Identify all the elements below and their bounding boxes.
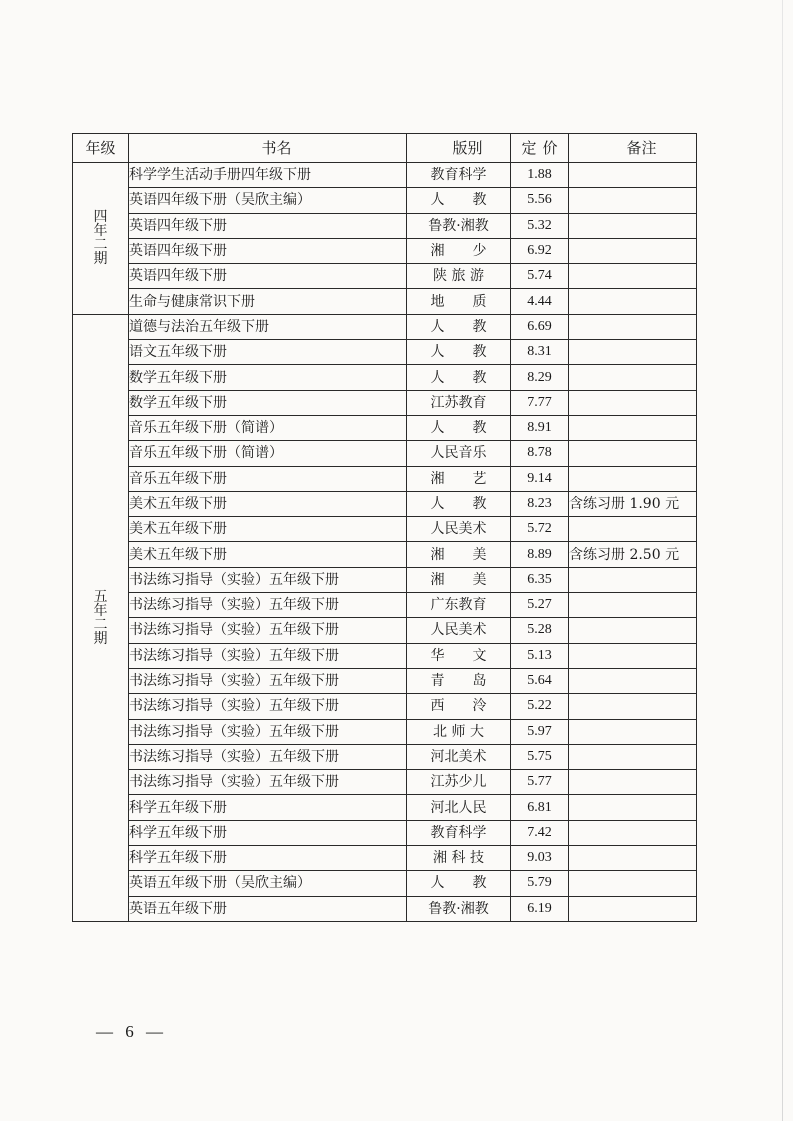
publisher-cell: 人 教 <box>407 415 511 440</box>
table-row <box>73 491 697 516</box>
table-row <box>73 542 697 567</box>
note-cell <box>569 238 697 263</box>
publisher-cell: 广东教育 <box>407 593 511 618</box>
price-cell: 8.29 <box>511 365 569 390</box>
table-row <box>73 163 697 188</box>
book-name-cell: 书法练习指导（实验）五年级下册 <box>129 567 407 592</box>
publisher-cell: 江苏少儿 <box>407 770 511 795</box>
book-name-cell: 道德与法治五年级下册 <box>129 314 407 339</box>
note-cell <box>569 213 697 238</box>
book-name-cell: 英语四年级下册 <box>129 213 407 238</box>
table-row <box>73 668 697 693</box>
publisher-cell: 陕 旅 游 <box>407 264 511 289</box>
grade-char: 二 <box>93 237 108 254</box>
price-cell: 5.64 <box>511 668 569 693</box>
book-name-cell: 书法练习指导（实验）五年级下册 <box>129 593 407 618</box>
book-name-cell: 英语五年级下册 <box>129 896 407 921</box>
table-row <box>73 896 697 921</box>
price-cell: 8.91 <box>511 415 569 440</box>
price-cell: 5.32 <box>511 213 569 238</box>
note-cell <box>569 163 697 188</box>
note-cell <box>569 289 697 314</box>
book-name-cell: 科学五年级下册 <box>129 820 407 845</box>
publisher-cell: 湘 科 技 <box>407 846 511 871</box>
note-cell <box>569 517 697 542</box>
book-name-cell: 科学学生活动手册四年级下册 <box>129 163 407 188</box>
book-name-cell: 书法练习指导（实验）五年级下册 <box>129 694 407 719</box>
publisher-cell: 人民美术 <box>407 618 511 643</box>
price-cell: 5.13 <box>511 643 569 668</box>
publisher-cell: 地 质 <box>407 289 511 314</box>
note-cell <box>569 896 697 921</box>
book-name-cell: 音乐五年级下册（简谱） <box>129 415 407 440</box>
book-name-cell: 书法练习指导（实验）五年级下册 <box>129 618 407 643</box>
price-cell: 1.88 <box>511 163 569 188</box>
price-cell: 7.77 <box>511 390 569 415</box>
price-cell: 8.89 <box>511 542 569 567</box>
table-row <box>73 390 697 415</box>
price-cell: 6.19 <box>511 896 569 921</box>
price-cell: 5.27 <box>511 593 569 618</box>
book-name-cell: 英语四年级下册 <box>129 238 407 263</box>
note-cell <box>569 314 697 339</box>
book-name-cell: 语文五年级下册 <box>129 340 407 365</box>
price-cell: 6.35 <box>511 567 569 592</box>
note-cell <box>569 593 697 618</box>
book-name-cell: 生命与健康常识下册 <box>129 289 407 314</box>
publisher-cell: 教育科学 <box>407 820 511 845</box>
book-name-cell: 音乐五年级下册 <box>129 466 407 491</box>
publisher-cell: 人 教 <box>407 491 511 516</box>
publisher-cell: 教育科学 <box>407 163 511 188</box>
table-row <box>73 820 697 845</box>
publisher-cell: 湘 艺 <box>407 466 511 491</box>
grade-char: 期 <box>93 251 108 268</box>
table-row <box>73 264 697 289</box>
book-name-cell: 美术五年级下册 <box>129 517 407 542</box>
publisher-cell: 人 教 <box>407 188 511 213</box>
table-body <box>73 163 697 922</box>
price-cell: 6.81 <box>511 795 569 820</box>
table-row <box>73 415 697 440</box>
publisher-cell: 青 岛 <box>407 668 511 693</box>
page-edge <box>782 0 783 1121</box>
textbook-price-table <box>72 133 697 922</box>
publisher-cell: 北 师 大 <box>407 719 511 744</box>
publisher-cell: 湘 美 <box>407 542 511 567</box>
book-name-cell: 英语四年级下册 <box>129 264 407 289</box>
note-cell <box>569 744 697 769</box>
price-cell: 6.69 <box>511 314 569 339</box>
publisher-cell: 人 教 <box>407 365 511 390</box>
grade-char: 二 <box>93 616 108 633</box>
publisher-cell: 湘 美 <box>407 567 511 592</box>
price-cell: 4.44 <box>511 289 569 314</box>
table-row <box>73 238 697 263</box>
table-row <box>73 643 697 668</box>
price-cell: 7.42 <box>511 820 569 845</box>
price-cell: 5.75 <box>511 744 569 769</box>
note-cell <box>569 188 697 213</box>
table-row <box>73 340 697 365</box>
publisher-cell: 人 教 <box>407 871 511 896</box>
table-row <box>73 846 697 871</box>
book-name-cell: 书法练习指导（实验）五年级下册 <box>129 719 407 744</box>
publisher-cell: 河北人民 <box>407 795 511 820</box>
table-header-row <box>73 134 697 163</box>
price-cell: 5.79 <box>511 871 569 896</box>
note-cell <box>569 820 697 845</box>
price-cell: 8.31 <box>511 340 569 365</box>
grade-char: 五 <box>93 588 108 605</box>
table-row <box>73 314 697 339</box>
price-cell: 8.78 <box>511 441 569 466</box>
note-cell <box>569 871 697 896</box>
price-cell: 5.72 <box>511 517 569 542</box>
note-cell: 含练习册 1.90 元 <box>569 491 697 516</box>
price-cell: 9.14 <box>511 466 569 491</box>
note-cell <box>569 795 697 820</box>
book-name-cell: 书法练习指导（实验）五年级下册 <box>129 668 407 693</box>
page-number: — 6 — <box>96 1022 167 1041</box>
note-cell <box>569 365 697 390</box>
header-publisher: 版别 <box>407 134 511 163</box>
price-cell: 5.22 <box>511 694 569 719</box>
book-name-cell: 美术五年级下册 <box>129 542 407 567</box>
price-cell: 6.92 <box>511 238 569 263</box>
table-row <box>73 770 697 795</box>
book-name-cell: 书法练习指导（实验）五年级下册 <box>129 770 407 795</box>
publisher-cell: 人民音乐 <box>407 441 511 466</box>
price-cell: 8.23 <box>511 491 569 516</box>
book-name-cell: 科学五年级下册 <box>129 795 407 820</box>
note-cell <box>569 643 697 668</box>
table-row <box>73 213 697 238</box>
note-cell <box>569 415 697 440</box>
table-row <box>73 618 697 643</box>
grade-cell <box>73 163 129 315</box>
note-cell <box>569 466 697 491</box>
note-cell <box>569 441 697 466</box>
price-cell: 5.28 <box>511 618 569 643</box>
grade-char: 年 <box>93 223 108 240</box>
note-cell <box>569 567 697 592</box>
table-row <box>73 719 697 744</box>
grade-char: 年 <box>93 602 108 619</box>
table-row <box>73 365 697 390</box>
header-note: 备注 <box>569 134 697 163</box>
publisher-cell: 华 文 <box>407 643 511 668</box>
book-name-cell: 英语五年级下册（吴欣主编） <box>129 871 407 896</box>
note-cell <box>569 719 697 744</box>
table-row <box>73 441 697 466</box>
book-name-cell: 书法练习指导（实验）五年级下册 <box>129 643 407 668</box>
publisher-cell: 鲁教·湘教 <box>407 896 511 921</box>
publisher-cell: 人 教 <box>407 340 511 365</box>
note-cell <box>569 264 697 289</box>
table-row <box>73 694 697 719</box>
book-name-cell: 书法练习指导（实验）五年级下册 <box>129 744 407 769</box>
table-row <box>73 289 697 314</box>
table-row <box>73 795 697 820</box>
publisher-cell: 河北美术 <box>407 744 511 769</box>
note-cell: 含练习册 2.50 元 <box>569 542 697 567</box>
note-cell <box>569 340 697 365</box>
book-name-cell: 科学五年级下册 <box>129 846 407 871</box>
table-row <box>73 744 697 769</box>
note-cell <box>569 770 697 795</box>
price-cell: 5.97 <box>511 719 569 744</box>
note-cell <box>569 390 697 415</box>
price-cell: 5.56 <box>511 188 569 213</box>
grade-char: 四 <box>93 209 108 226</box>
price-cell: 9.03 <box>511 846 569 871</box>
publisher-cell: 人 教 <box>407 314 511 339</box>
note-cell <box>569 694 697 719</box>
table-row <box>73 188 697 213</box>
grade-char: 期 <box>93 630 108 647</box>
note-cell <box>569 618 697 643</box>
header-grade: 年级 <box>73 134 129 163</box>
table-row <box>73 593 697 618</box>
price-cell: 5.74 <box>511 264 569 289</box>
price-cell: 5.77 <box>511 770 569 795</box>
book-name-cell: 数学五年级下册 <box>129 365 407 390</box>
publisher-cell: 西 泠 <box>407 694 511 719</box>
publisher-cell: 湘 少 <box>407 238 511 263</box>
note-cell <box>569 846 697 871</box>
book-name-cell: 音乐五年级下册（简谱） <box>129 441 407 466</box>
note-cell <box>569 668 697 693</box>
header-book-name: 书名 <box>129 134 407 163</box>
publisher-cell: 人民美术 <box>407 517 511 542</box>
grade-cell <box>73 314 129 921</box>
book-name-cell: 数学五年级下册 <box>129 390 407 415</box>
table-row <box>73 871 697 896</box>
book-name-cell: 英语四年级下册（吴欣主编） <box>129 188 407 213</box>
table-row <box>73 517 697 542</box>
table-row <box>73 466 697 491</box>
publisher-cell: 鲁教·湘教 <box>407 213 511 238</box>
publisher-cell: 江苏教育 <box>407 390 511 415</box>
table-row <box>73 567 697 592</box>
header-price: 定价 <box>511 134 569 163</box>
book-name-cell: 美术五年级下册 <box>129 491 407 516</box>
